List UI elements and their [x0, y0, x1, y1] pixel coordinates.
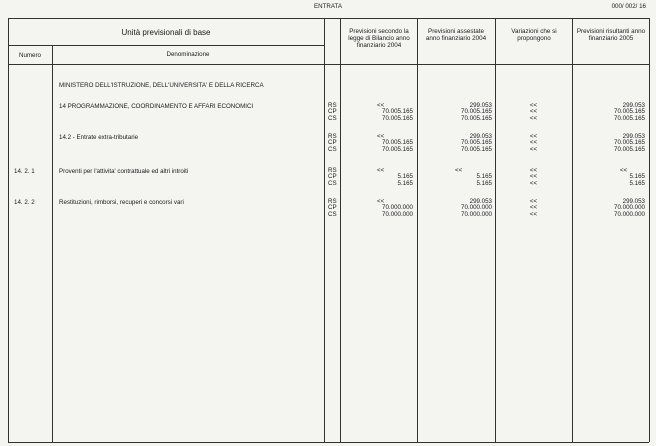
value-cp: <<: [529, 204, 538, 212]
value-rs: <<: [377, 198, 385, 205]
code-cs: CS: [328, 210, 337, 218]
row-prev-risultanti: [575, 199, 645, 218]
row-prev-legge-values: [345, 174, 413, 187]
row-prev-risultanti: [575, 103, 645, 122]
row-prev-risultanti-values: [575, 174, 645, 187]
value-cs: 70.005.165: [461, 114, 492, 122]
value-cp: <<: [529, 173, 538, 181]
value-cp: 70.005.165: [614, 139, 645, 147]
row-prev-legge-values: [345, 140, 413, 153]
code-cs: CS: [328, 114, 337, 122]
value-rs: <<: [529, 133, 538, 140]
value-cs: 5.165: [397, 179, 413, 187]
value-cp: 70.000.000: [461, 204, 492, 212]
row-codes: [328, 168, 337, 187]
value-cp: 70.005.165: [461, 108, 492, 116]
value-cs: 70.005.165: [614, 114, 645, 122]
value-rs: 299.053: [469, 198, 492, 205]
code-rs: RS: [328, 102, 337, 109]
value-rs: 299.053: [622, 133, 645, 140]
value-rs: <<: [529, 167, 538, 174]
value-cp: 70.000.000: [614, 204, 645, 212]
value-cp: 70.005.165: [382, 139, 413, 147]
row-codes: [328, 199, 337, 218]
col-header-prev-legge: Previsioni secondo la legge di Bilancio anno finanziario 2004: [348, 28, 410, 49]
col-header-variazioni: Variazioni che si propongono: [511, 28, 557, 42]
code-cp: CP: [328, 173, 337, 181]
col-header-prev-risultanti: Previsioni risultanti anno finanziario 2005: [576, 28, 646, 42]
value-rs: 299.053: [622, 198, 645, 205]
value-rs: <<: [620, 167, 628, 174]
value-cs: 70.000.000: [382, 210, 413, 218]
col-header-denominazione: Denominazione: [166, 51, 210, 58]
value-cp: 70.005.165: [382, 108, 413, 116]
value-cs: 70.005.165: [614, 145, 645, 153]
value-cs: <<: [529, 210, 538, 218]
value-cp: 5.165: [397, 173, 413, 181]
code-rs: RS: [328, 133, 337, 140]
row-codes: [328, 103, 337, 122]
value-cp: 70.005.165: [614, 108, 645, 116]
value-rs: 299.053: [622, 102, 645, 109]
code-cs: CS: [328, 145, 337, 153]
row-prev-risultanti: [575, 134, 645, 153]
row-variazioni: [495, 199, 572, 218]
value-cs: 70.005.165: [461, 145, 492, 153]
value-cp: 70.000.000: [382, 204, 413, 212]
value-rs: 299.053: [469, 102, 492, 109]
row-prev-legge-values: [345, 205, 413, 218]
code-cp: CP: [328, 108, 337, 116]
value-rs: <<: [377, 102, 385, 109]
value-cs: 70.005.165: [382, 145, 413, 153]
row-denominazione: 14 PROGRAMMAZIONE, COORDINAMENTO E AFFARI ECONOMICI: [59, 103, 254, 110]
row-prev-assestate: [422, 199, 492, 218]
value-cs: <<: [529, 145, 538, 153]
value-rs: <<: [377, 167, 385, 174]
page-header-code: 000/ 002/ 16: [611, 3, 646, 10]
value-rs: <<: [529, 198, 538, 205]
value-cp: 70.005.165: [461, 139, 492, 147]
value-rs: <<: [455, 167, 463, 174]
value-cs: 5.165: [629, 179, 645, 187]
row-prev-legge-values: [345, 109, 413, 122]
code-cs: CS: [328, 179, 337, 187]
value-cs: 5.165: [476, 179, 492, 187]
value-cs: <<: [529, 179, 538, 187]
row-prev-assestate: [422, 134, 492, 153]
value-cp: 5.165: [476, 173, 492, 181]
table-title: Unità previsionali di base: [121, 28, 211, 37]
row-denominazione: Restituzioni, rimborsi, recuperi e concorsi vari: [59, 199, 184, 206]
col-header-prev-assestate: Previsioni assestate anno finanziario 2004: [425, 28, 487, 42]
row-prev-assestate-values: [422, 174, 492, 187]
value-cs: <<: [529, 114, 538, 122]
row-prev-assestate: [422, 103, 492, 122]
value-cs: 70.000.000: [614, 210, 645, 218]
value-cs: 70.005.165: [382, 114, 413, 122]
value-cs: 70.000.000: [461, 210, 492, 218]
row-numero: 14. 2. 2: [14, 199, 35, 206]
value-cp: <<: [529, 139, 538, 147]
code-cp: CP: [328, 204, 337, 212]
value-rs: <<: [377, 133, 385, 140]
value-rs: 299.053: [469, 133, 492, 140]
code-cp: CP: [328, 139, 337, 147]
row-numero: 14. 2. 1: [14, 168, 35, 175]
row-denominazione: MINISTERO DELL'ISTRUZIONE, DELL'UNIVERSITA' E DELLA RICERCA: [59, 82, 264, 89]
row-variazioni: [495, 168, 572, 187]
value-rs: <<: [529, 102, 538, 109]
value-cp: 5.165: [629, 173, 645, 181]
row-codes: [328, 134, 337, 153]
row-variazioni: [495, 103, 572, 122]
value-cp: <<: [529, 108, 538, 116]
row-denominazione: Proventi per l'attivita' contrattuale ed altri introiti: [59, 168, 189, 175]
row-variazioni: [495, 134, 572, 153]
code-rs: RS: [328, 167, 337, 174]
code-rs: RS: [328, 198, 337, 205]
page-header-title: ENTRATA: [314, 3, 342, 10]
row-denominazione: 14.2 - Entrate extra-tributarie: [59, 134, 139, 141]
col-header-numero: Numero: [18, 52, 41, 59]
